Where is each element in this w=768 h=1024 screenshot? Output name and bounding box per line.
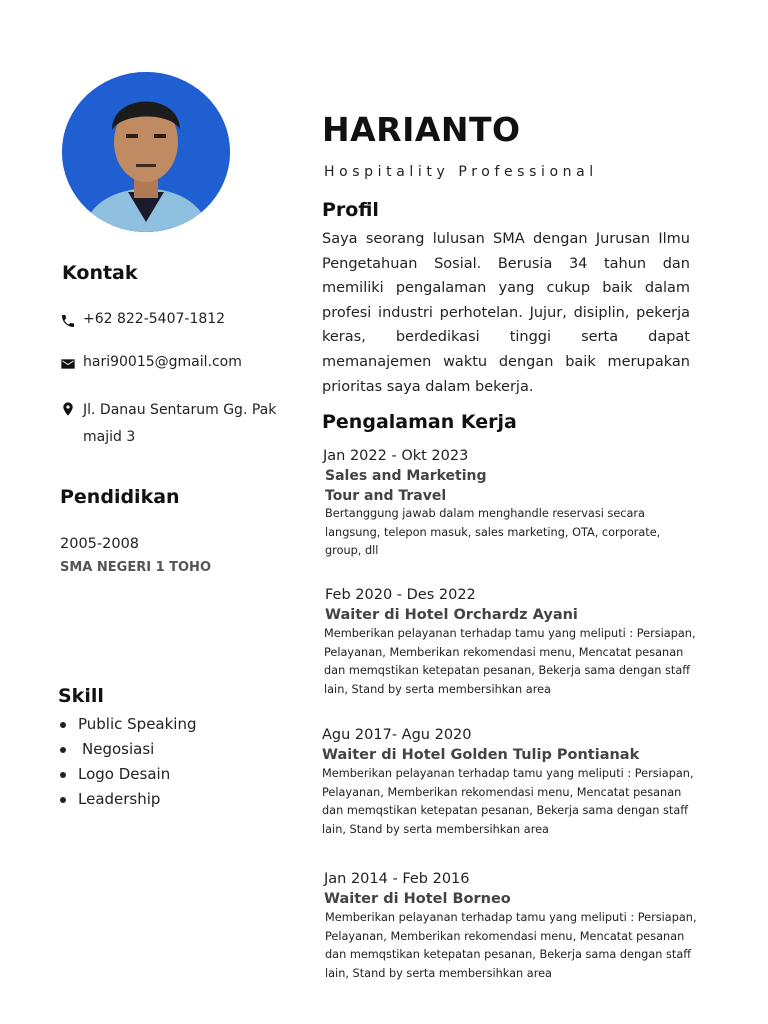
skills-list bbox=[56, 712, 197, 812]
job-entry bbox=[325, 587, 715, 699]
job-description: Memberikan pelayanan terhadap tamu yang meliputi : Persiapan, Pelayanan, Memberikan rekomendasi menu, Mencatat pesanan dan memqstikan ketepatan pesanan, Bekerja sama dengan staff lain, Stand by serta membersihkan area bbox=[324, 627, 696, 696]
job-description: Bertanggung jawab dalam menghandle reservasi secara langsung, telepon masuk, sales marketing, OTA, corporate, group, dll bbox=[325, 507, 661, 558]
job-period: Feb 2020 - Des 2022 bbox=[325, 587, 476, 603]
mail-icon bbox=[60, 356, 76, 372]
job-period: Jan 2022 - Okt 2023 bbox=[323, 448, 469, 464]
skill-item: Logo Desain bbox=[56, 762, 197, 787]
job-entry bbox=[322, 727, 712, 839]
job-role: Waiter di Hotel Orchardz Ayani bbox=[325, 607, 578, 623]
skill-item: Public Speaking bbox=[56, 712, 197, 737]
bullet-icon bbox=[60, 747, 66, 753]
job-description: Memberikan pelayanan terhadap tamu yang meliputi : Persiapan, Pelayanan, Memberikan rekomendasi menu, Mencatat pesanan dan memqstikan ketepatan pesanan, Bekerja sama dengan staff lain, Stand by serta membersihkan area bbox=[322, 767, 694, 836]
person-name: HARIANTO bbox=[322, 110, 521, 149]
job-role: Waiter di Hotel Borneo bbox=[324, 891, 511, 907]
job-role: Sales and Marketing bbox=[325, 468, 487, 484]
profile-heading: Profil bbox=[322, 199, 379, 221]
education-years: 2005-2008 bbox=[60, 536, 140, 552]
skill-item: Negosiasi bbox=[56, 737, 197, 762]
location-pin-icon bbox=[60, 401, 76, 417]
education-school: SMA NEGERI 1 TOHO bbox=[60, 560, 211, 575]
person-title: Hospitality Professional bbox=[324, 164, 598, 180]
address-line-2: majid 3 bbox=[83, 429, 136, 445]
contact-email[interactable]: hari90015@gmail.com bbox=[83, 354, 242, 370]
job-role: Waiter di Hotel Golden Tulip Pontianak bbox=[322, 747, 640, 763]
job-entry bbox=[324, 871, 714, 983]
phone-icon bbox=[60, 313, 76, 329]
skill-item: Leadership bbox=[56, 787, 197, 812]
experience-heading: Pengalaman Kerja bbox=[322, 411, 517, 433]
address-line-1: Jl. Danau Sentarum Gg. Pak bbox=[83, 402, 277, 418]
person-photo-illustration bbox=[62, 72, 230, 232]
contact-heading: Kontak bbox=[62, 262, 138, 284]
profile-text: Saya seorang lulusan SMA dengan Jurusan Ilmu Pengetahuan Sosial. Berusia 34 tahun dan memiliki pengalaman yang cukup baik dalam profesi industri perhotelan. Jujur, disiplin, pekerja keras, berdedikasi tinggi serta dapat memanajemen waktu dengan baik merupakan prioritas saya dalam bekerja. bbox=[322, 231, 690, 395]
skills-heading: Skill bbox=[58, 685, 104, 707]
job-period: Agu 2017- Agu 2020 bbox=[322, 727, 472, 743]
job-period: Jan 2014 - Feb 2016 bbox=[324, 871, 470, 887]
job-description: Memberikan pelayanan terhadap tamu yang meliputi : Persiapan, Pelayanan, Memberikan rekomendasi menu, Mencatat pesanan dan memqstikan ketepatan pesanan, Bekerja sama dengan staff lain, Stand by serta membersihkan area bbox=[325, 911, 697, 980]
bullet-icon bbox=[60, 797, 66, 803]
job-entry bbox=[323, 448, 713, 561]
bullet-icon bbox=[60, 722, 66, 728]
profile-photo bbox=[62, 72, 230, 232]
bullet-icon bbox=[60, 772, 66, 778]
job-role-line-2: Tour and Travel bbox=[325, 488, 447, 504]
contact-address bbox=[83, 397, 288, 451]
contact-phone[interactable]: +62 822-5407-1812 bbox=[83, 311, 226, 327]
education-heading: Pendidikan bbox=[60, 486, 180, 508]
